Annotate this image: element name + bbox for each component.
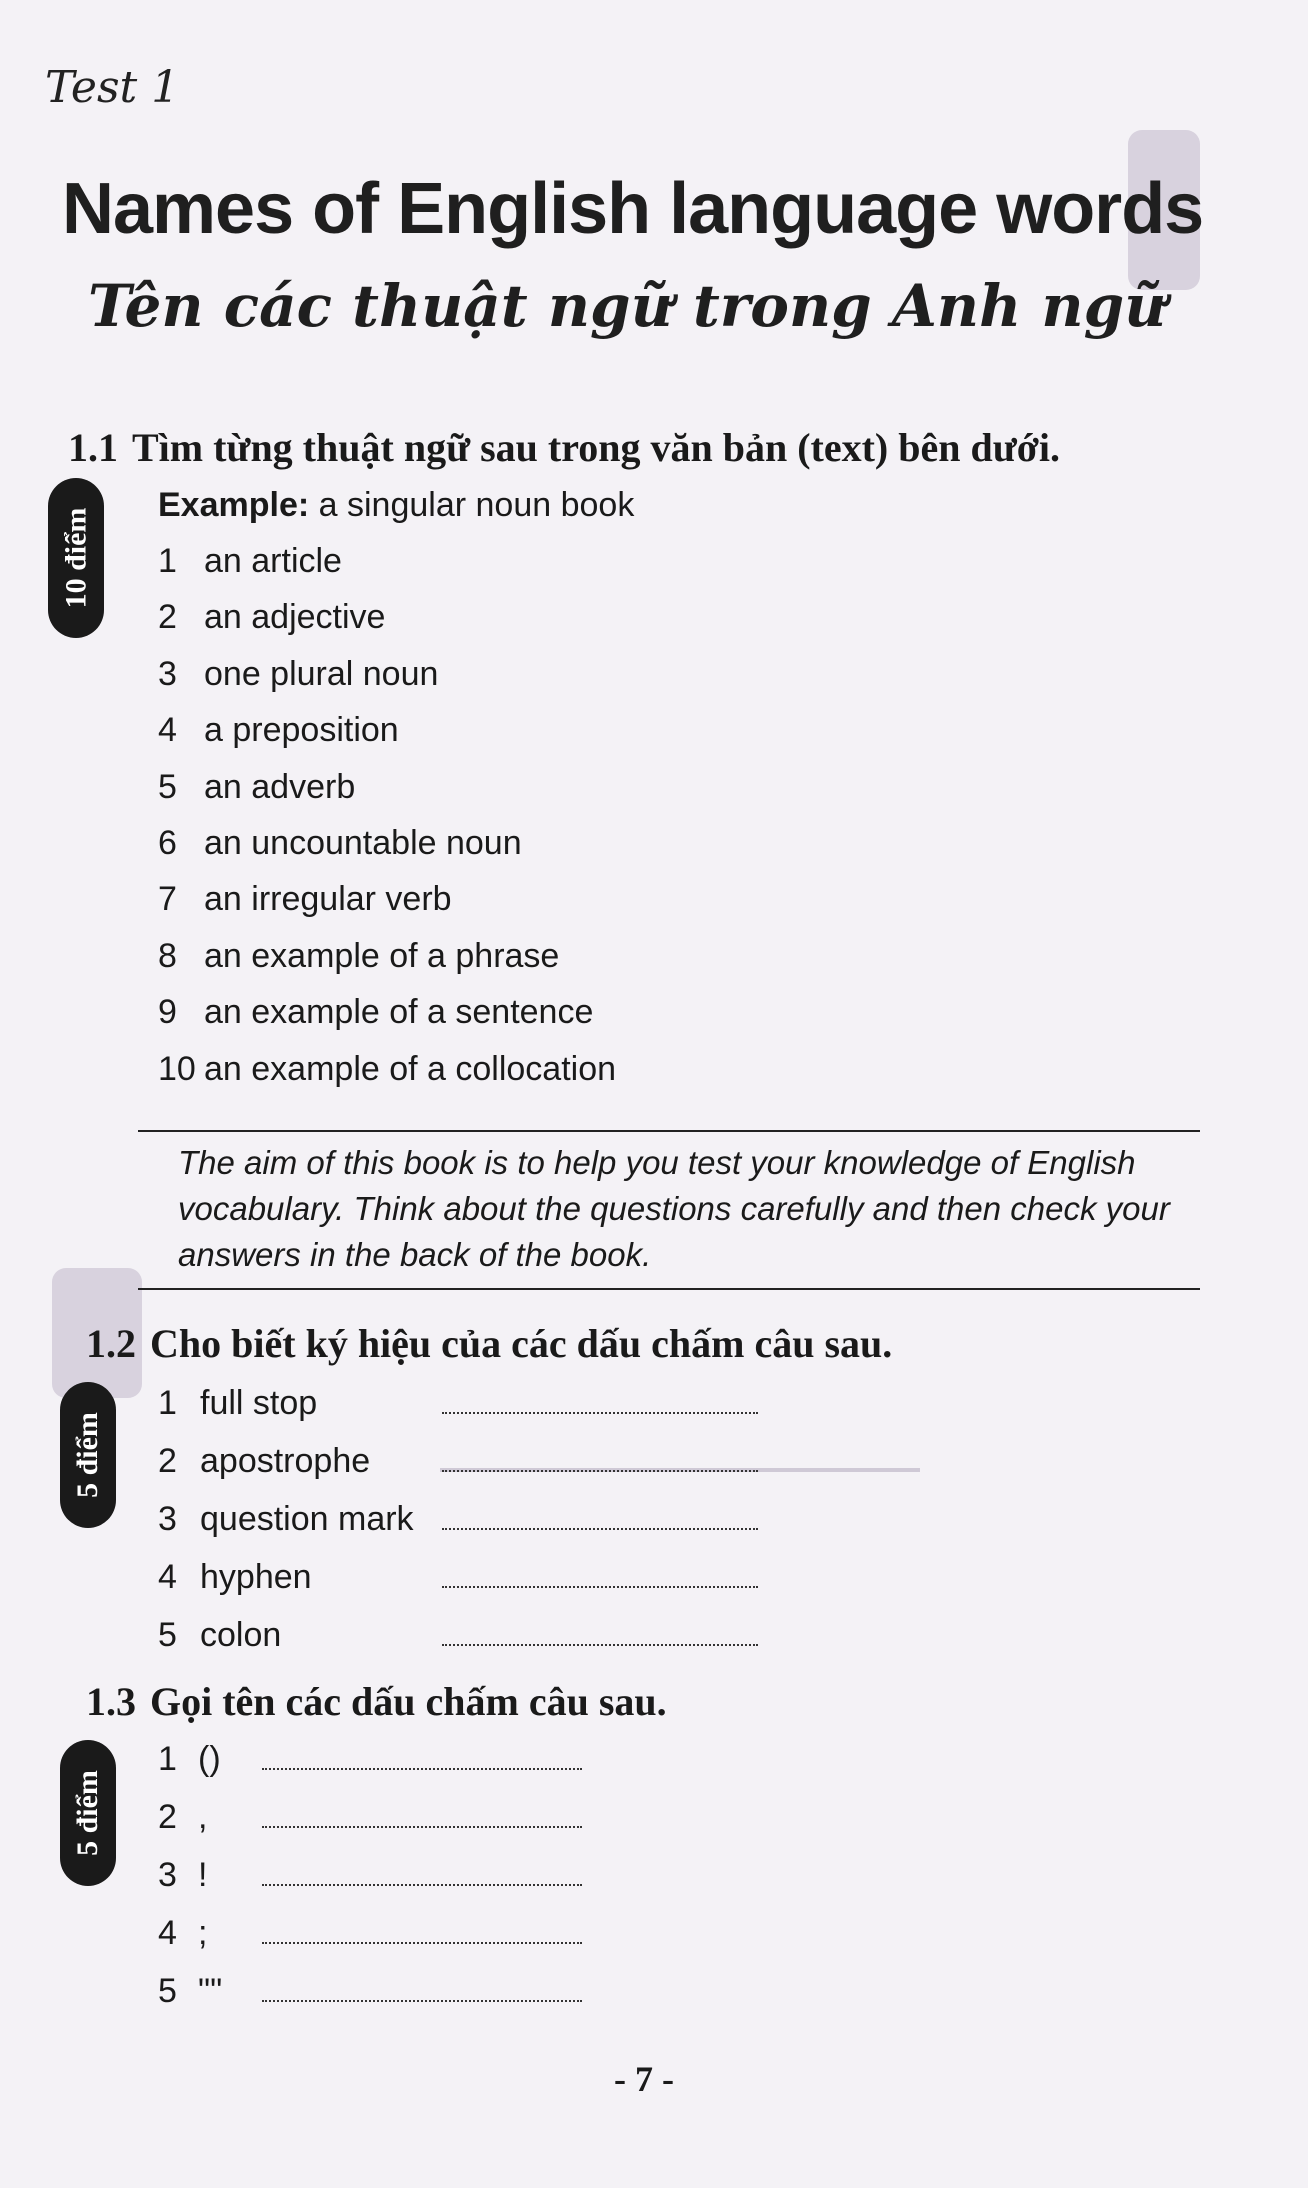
item-number: 9 bbox=[158, 993, 177, 1032]
item-number: 2 bbox=[158, 598, 177, 637]
item-symbol: , bbox=[198, 1798, 208, 1836]
list-item bbox=[158, 711, 616, 767]
item-number: 2 bbox=[158, 1798, 177, 1836]
item-text: an article bbox=[204, 542, 342, 580]
item-number: 1 bbox=[158, 1384, 177, 1422]
section-3-number: 1.3 bbox=[86, 1679, 136, 1724]
list-item bbox=[158, 880, 616, 936]
section-1-title: Tìm từng thuật ngữ sau trong văn bản (text) bên dưới. bbox=[132, 425, 1061, 470]
section-1-points-badge bbox=[48, 478, 104, 638]
item-text: a preposition bbox=[204, 711, 399, 750]
punctuation-symbol-list bbox=[158, 1740, 582, 2030]
item-number: 8 bbox=[158, 936, 177, 975]
list-item bbox=[158, 1384, 758, 1442]
item-number: 5 bbox=[158, 1616, 177, 1654]
item-number: 10 bbox=[158, 1049, 196, 1088]
list-item bbox=[158, 655, 616, 711]
item-number: 5 bbox=[158, 1972, 177, 2010]
list-item bbox=[158, 1740, 582, 1798]
item-symbol: () bbox=[198, 1740, 221, 1778]
test-label: Test 1 bbox=[45, 62, 180, 113]
item-text: one plural noun bbox=[204, 654, 439, 693]
item-text: an adverb bbox=[204, 767, 356, 806]
list-item bbox=[158, 1616, 758, 1674]
item-number: 3 bbox=[158, 1856, 177, 1894]
answer-blank[interactable] bbox=[442, 1388, 758, 1414]
example-line bbox=[158, 486, 634, 525]
answer-blank[interactable] bbox=[262, 1976, 582, 2002]
list-item bbox=[158, 1914, 582, 1972]
item-text: an example of a phrase bbox=[204, 936, 560, 975]
list-item bbox=[158, 824, 616, 880]
section-2-points: 5 điểm bbox=[71, 1412, 105, 1498]
item-text: apostrophe bbox=[200, 1442, 371, 1480]
section-2-title: Cho biết ký hiệu của các dấu chấm câu sau. bbox=[150, 1321, 893, 1366]
item-text: an example of a collocation bbox=[204, 1049, 617, 1088]
answer-blank[interactable] bbox=[262, 1860, 582, 1886]
answer-blank[interactable] bbox=[442, 1504, 758, 1530]
passage-bottom-rule bbox=[138, 1288, 1200, 1290]
answer-blank[interactable] bbox=[442, 1620, 758, 1646]
item-symbol: "" bbox=[198, 1972, 223, 2010]
item-text: an example of a sentence bbox=[204, 993, 594, 1032]
list-item bbox=[158, 1050, 616, 1106]
item-text: question mark bbox=[200, 1500, 414, 1538]
list-item bbox=[158, 1972, 582, 2030]
section-3-heading bbox=[86, 1678, 667, 1725]
item-number: 4 bbox=[158, 711, 177, 750]
term-list bbox=[158, 542, 616, 1106]
item-symbol: ! bbox=[198, 1856, 208, 1894]
item-text: an uncountable noun bbox=[204, 823, 522, 862]
item-number: 5 bbox=[158, 767, 177, 806]
item-text: full stop bbox=[200, 1384, 318, 1422]
section-3-title: Gọi tên các dấu chấm câu sau. bbox=[150, 1679, 667, 1724]
item-text: an irregular verb bbox=[204, 880, 452, 919]
item-text: an adjective bbox=[204, 598, 386, 637]
punctuation-name-list bbox=[158, 1384, 758, 1674]
list-item bbox=[158, 993, 616, 1049]
item-number: 3 bbox=[158, 1500, 177, 1538]
item-number: 1 bbox=[158, 1740, 177, 1778]
passage-top-rule bbox=[138, 1130, 1200, 1132]
list-item bbox=[158, 598, 616, 654]
passage-text: The aim of this book is to help you test your knowledge of English vocabulary. Think about the questions carefully and then check your answers in the back of the book. bbox=[178, 1144, 1170, 1273]
item-text: colon bbox=[200, 1616, 282, 1654]
item-number: 2 bbox=[158, 1442, 177, 1480]
item-number: 1 bbox=[158, 542, 177, 580]
item-number: 6 bbox=[158, 823, 177, 862]
section-2-points-badge bbox=[60, 1382, 116, 1528]
section-2-number: 1.2 bbox=[86, 1321, 136, 1366]
list-item bbox=[158, 1500, 758, 1558]
title-english: Names of English language words bbox=[62, 169, 1204, 249]
item-symbol: ; bbox=[198, 1914, 208, 1952]
item-number: 4 bbox=[158, 1914, 177, 1952]
answer-blank[interactable] bbox=[262, 1744, 582, 1770]
list-item bbox=[158, 937, 616, 993]
answer-blank[interactable] bbox=[442, 1562, 758, 1588]
item-number: 7 bbox=[158, 880, 177, 919]
section-1-number: 1.1 bbox=[68, 425, 118, 470]
list-item bbox=[158, 1856, 582, 1914]
section-1-points: 10 điểm bbox=[59, 507, 93, 609]
section-1-heading bbox=[68, 424, 1060, 471]
item-number: 3 bbox=[158, 654, 177, 693]
section-2-heading bbox=[86, 1320, 892, 1367]
list-item bbox=[158, 542, 616, 598]
page-number: - 7 - bbox=[614, 2059, 674, 2099]
item-text: hyphen bbox=[200, 1558, 312, 1596]
list-item bbox=[158, 1798, 582, 1856]
section-3-points-badge bbox=[60, 1740, 116, 1886]
list-item bbox=[158, 1442, 758, 1500]
section-3-points: 5 điểm bbox=[71, 1770, 105, 1856]
example-label: Example: bbox=[158, 486, 310, 524]
answer-blank[interactable] bbox=[442, 1446, 758, 1472]
answer-blank[interactable] bbox=[262, 1918, 582, 1944]
answer-blank[interactable] bbox=[262, 1802, 582, 1828]
example-text: a singular noun book bbox=[309, 486, 635, 524]
title-vietnamese: Tên các thuật ngữ trong Anh ngữ bbox=[88, 272, 1167, 340]
list-item bbox=[158, 768, 616, 824]
item-number: 4 bbox=[158, 1558, 177, 1596]
list-item bbox=[158, 1558, 758, 1616]
